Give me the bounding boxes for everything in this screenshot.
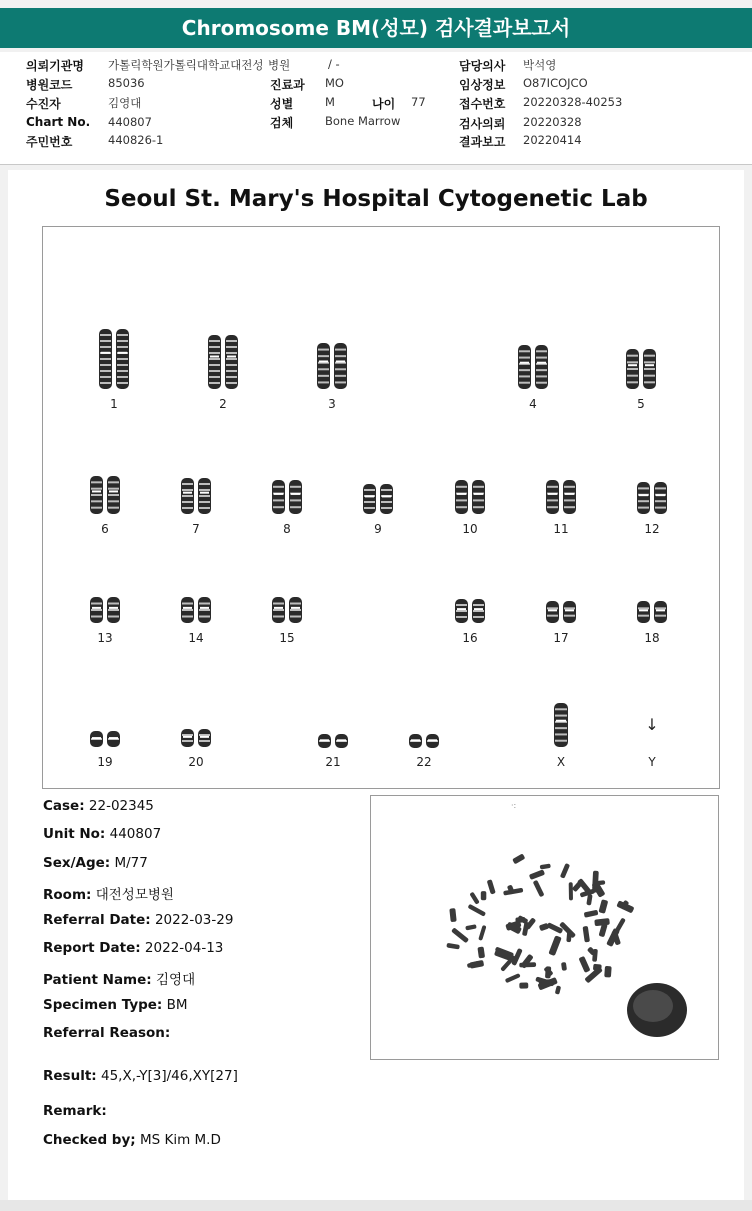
chromosome-pair-16 — [455, 599, 485, 623]
hospital-code-label: 병원코드 — [26, 78, 73, 92]
chromosome-label-21: 21 — [325, 755, 341, 769]
case-row: Case: 22-02345 — [43, 798, 154, 814]
chromosome-pair-20 — [181, 729, 211, 747]
chromosome-label-22: 22 — [416, 755, 432, 769]
clinical-info-value: O87ICOJCO — [523, 76, 588, 90]
ward-value: / - — [328, 57, 340, 71]
chromosome-pair-8 — [272, 480, 302, 514]
patient-name-row: Patient Name: 김영대 — [43, 972, 196, 988]
chromosome-label-Y: Y — [648, 755, 656, 769]
chart-no-label: Chart No. — [26, 115, 91, 129]
chromosome-label-19: 19 — [97, 755, 113, 769]
chromosome-pair-18 — [637, 601, 667, 623]
chromosome-pair-13 — [90, 597, 120, 623]
chromosome-label-12: 12 — [644, 522, 660, 536]
chromosome-pair-12 — [637, 482, 667, 514]
chromosome-pair-2 — [208, 335, 238, 389]
chromosome-label-1: 1 — [110, 397, 118, 411]
chromosome-label-16: 16 — [462, 631, 478, 645]
clinical-info-label: 임상정보 — [459, 78, 506, 92]
chromosome-label-7: 7 — [192, 522, 200, 536]
chromosome-pair-17 — [546, 601, 576, 623]
chromosome-label-9: 9 — [374, 522, 382, 536]
resident-no-value: 440826-1 — [108, 133, 164, 147]
request-date-label: 검사의뢰 — [459, 117, 506, 131]
age-value: 77 — [411, 95, 426, 109]
chart-no-value: 440807 — [108, 115, 152, 129]
chromosome-pair-3 — [317, 343, 347, 389]
report-date-value: 20220414 — [523, 133, 582, 147]
chromosome-label-18: 18 — [644, 631, 660, 645]
ward-prefix: 병원 — [268, 58, 291, 72]
chromosome-label-11: 11 — [553, 522, 569, 536]
missing-y-arrow-icon: ↓ — [645, 715, 659, 734]
examinee-value: 김영대 — [108, 96, 142, 110]
chromosome-pair-19 — [90, 731, 120, 747]
department-label: 진료과 — [270, 78, 305, 92]
request-date-value: 20220328 — [523, 115, 582, 129]
chromosome-label-8: 8 — [283, 522, 291, 536]
chromosome-label-5: 5 — [637, 397, 645, 411]
karyotype-image — [42, 226, 720, 789]
chromosome-pair-X — [554, 703, 568, 747]
chromosome-pair-7 — [181, 478, 211, 514]
checked-by-row: Checked by; MS Kim M.D — [43, 1132, 221, 1148]
chromosome-pair-22 — [409, 733, 439, 747]
sex-age-row: Sex/Age: M/77 — [43, 855, 148, 871]
chromosome-label-2: 2 — [219, 397, 227, 411]
chromosome-pair-5 — [626, 349, 656, 389]
chromosome-label-4: 4 — [529, 397, 537, 411]
page-footer-strip — [0, 1200, 752, 1211]
result-row: Result: 45,X,-Y[3]/46,XY[27] — [43, 1068, 238, 1084]
lab-title: Seoul St. Mary's Hospital Cytogenetic Lab — [104, 186, 648, 212]
chromosome-pair-14 — [181, 597, 211, 623]
chromosome-label-10: 10 — [462, 522, 478, 536]
room-row: Room: 대전성모병원 — [43, 887, 174, 903]
doctor-value: 박석영 — [523, 58, 557, 72]
chromosome-pair-4 — [518, 345, 548, 389]
referral-date-row: Referral Date: 2022-03-29 — [43, 912, 234, 928]
institution-label: 의뢰기관명 — [26, 59, 84, 73]
patient-info-panel — [0, 52, 752, 165]
remark-row: Remark: — [43, 1103, 107, 1119]
report-title: Chromosome BM(성모) 검사결과보고서 — [0, 8, 752, 48]
report-date-label: 결과보고 — [459, 135, 506, 149]
hospital-code-value: 85036 — [108, 76, 145, 90]
chromosome-label-20: 20 — [188, 755, 204, 769]
chromosome-label-14: 14 — [188, 631, 204, 645]
chromosome-pair-11 — [546, 480, 576, 514]
unit-row: Unit No: 440807 — [43, 826, 162, 842]
chromosome-pair-6 — [90, 476, 120, 514]
chromosome-pair-21 — [318, 733, 348, 747]
chromosome-label-17: 17 — [553, 631, 569, 645]
receipt-no-label: 접수번호 — [459, 97, 506, 111]
chromosome-pair-15 — [272, 597, 302, 623]
referral-reason-row: Referral Reason: — [43, 1025, 171, 1041]
chromosome-label-3: 3 — [328, 397, 336, 411]
sex-label: 성별 — [270, 97, 294, 111]
specimen-type-row: Specimen Type: BM — [43, 997, 188, 1013]
specimen-label: 검체 — [270, 116, 294, 130]
chromosome-pair-1 — [99, 329, 129, 389]
report-date-row: Report Date: 2022-04-13 — [43, 940, 224, 956]
metaphase-image — [370, 795, 719, 1060]
chromosome-pair-10 — [455, 480, 485, 514]
chromosome-label-X: X — [556, 755, 566, 769]
institution-value: 가톨릭학원가톨릭대학교대전성 — [108, 58, 264, 72]
chromosome-label-6: 6 — [101, 522, 109, 536]
examinee-label: 수진자 — [26, 97, 61, 111]
resident-no-label: 주민번호 — [26, 135, 73, 149]
svg-text:·:: ·: — [511, 801, 517, 810]
receipt-no-value: 20220328-40253 — [523, 95, 623, 109]
chromosome-label-13: 13 — [97, 631, 113, 645]
department-value: MO — [325, 76, 344, 90]
doctor-label: 담당의사 — [459, 59, 506, 73]
chromosome-label-15: 15 — [279, 631, 295, 645]
specimen-value: Bone Marrow — [325, 114, 401, 128]
chromosome-pair-9 — [363, 484, 393, 514]
sex-value: M — [325, 95, 335, 109]
age-label: 나이 — [372, 97, 396, 111]
